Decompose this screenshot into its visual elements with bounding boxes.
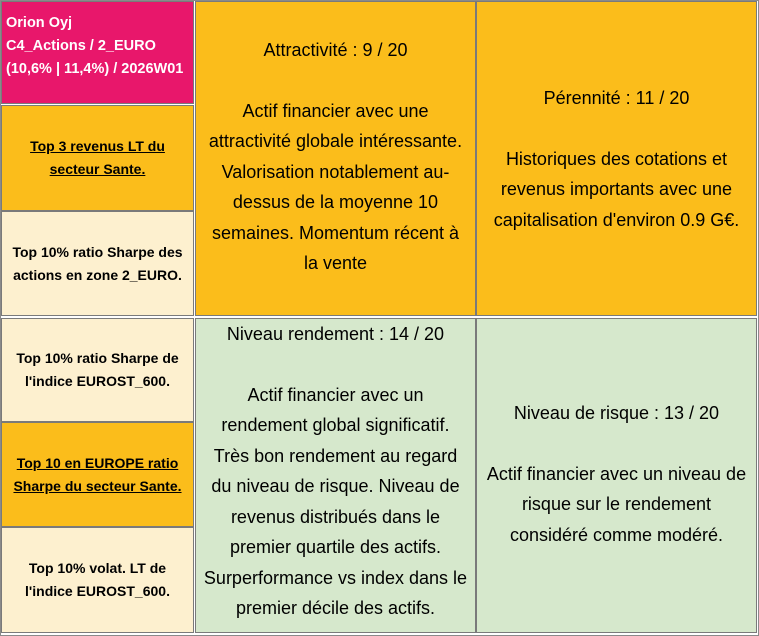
badge-sharpe-zone-euro <box>1 211 194 316</box>
badge-sharpe-eurost600 <box>1 318 194 422</box>
badge-line: secteur Sante. <box>49 161 146 177</box>
risque-panel <box>476 318 757 633</box>
attractivite-text: semaines. Momentum récent à <box>211 222 460 243</box>
perennite-text: capitalisation d'environ 0.9 G€. <box>493 209 740 230</box>
asset-performance-week: (10,6% | 11,4%) / 2026W01 <box>6 61 184 77</box>
perennite-title: Pérennité : 11 / 20 <box>543 88 690 108</box>
rendement-text: Surperformance vs index dans le <box>203 567 468 588</box>
rendement-text: Très bon rendement au regard <box>213 445 458 466</box>
attractivite-text: dessus de la moyenne 10 <box>232 192 439 212</box>
attractivite-title: Attractivité : 9 / 20 <box>263 40 408 60</box>
badge-line: Sharpe du secteur Sante. <box>13 477 182 494</box>
asset-header <box>1 1 194 104</box>
badge-line: Top 10% ratio Sharpe de <box>16 350 179 366</box>
rendement-title: Niveau rendement : 14 / 20 <box>226 324 445 344</box>
risque-text: risque sur le rendement <box>521 494 712 514</box>
attractivite-text: la vente <box>303 253 368 273</box>
asset-category: C4_Actions / 2_EURO <box>6 38 156 54</box>
risque-text: Actif financier avec un niveau de <box>486 463 747 484</box>
attractivite-text: Actif financier avec une <box>242 100 429 121</box>
attractivite-panel <box>195 1 476 316</box>
badge-line: l'indice EUROST_600. <box>25 583 170 599</box>
rendement-text: revenus distribués dans le <box>230 506 441 527</box>
rendement-text: rendement global significatif. <box>221 415 450 435</box>
rendement-text: premier décile des actifs. <box>235 598 436 618</box>
badge-line: l'indice EUROST_600. <box>25 373 170 389</box>
rendement-text: du niveau de risque. Niveau de <box>211 476 460 496</box>
rendement-text: Actif financier avec un <box>247 384 424 405</box>
badge-line: actions en zone 2_EURO. <box>13 266 182 283</box>
perennite-panel <box>476 1 757 316</box>
badge-top10-europe-sharpe[interactable] <box>1 422 194 527</box>
badge-line: Top 10 en EUROPE ratio <box>16 454 179 471</box>
attractivite-text: Valorisation notablement au- <box>221 161 450 182</box>
risque-title: Niveau de risque : 13 / 20 <box>513 403 720 423</box>
asset-name: Orion Oyj <box>6 15 73 31</box>
rendement-panel <box>195 318 476 633</box>
badge-top3-revenus-sante[interactable] <box>1 105 194 211</box>
badge-line: Top 10% volat. LT de <box>28 560 167 576</box>
badge-line: Top 3 revenus LT du <box>30 138 165 154</box>
badge-line: Top 10% ratio Sharpe des <box>12 243 183 260</box>
badge-volat-eurost600 <box>1 527 194 633</box>
perennite-text: revenus importants avec une <box>500 179 733 199</box>
perennite-text: Historiques des cotations et <box>505 148 728 169</box>
attractivite-text: attractivité globale intéressante. <box>208 131 463 151</box>
risque-text: considéré comme modéré. <box>509 524 724 545</box>
rendement-text: premier quartile des actifs. <box>229 537 442 557</box>
